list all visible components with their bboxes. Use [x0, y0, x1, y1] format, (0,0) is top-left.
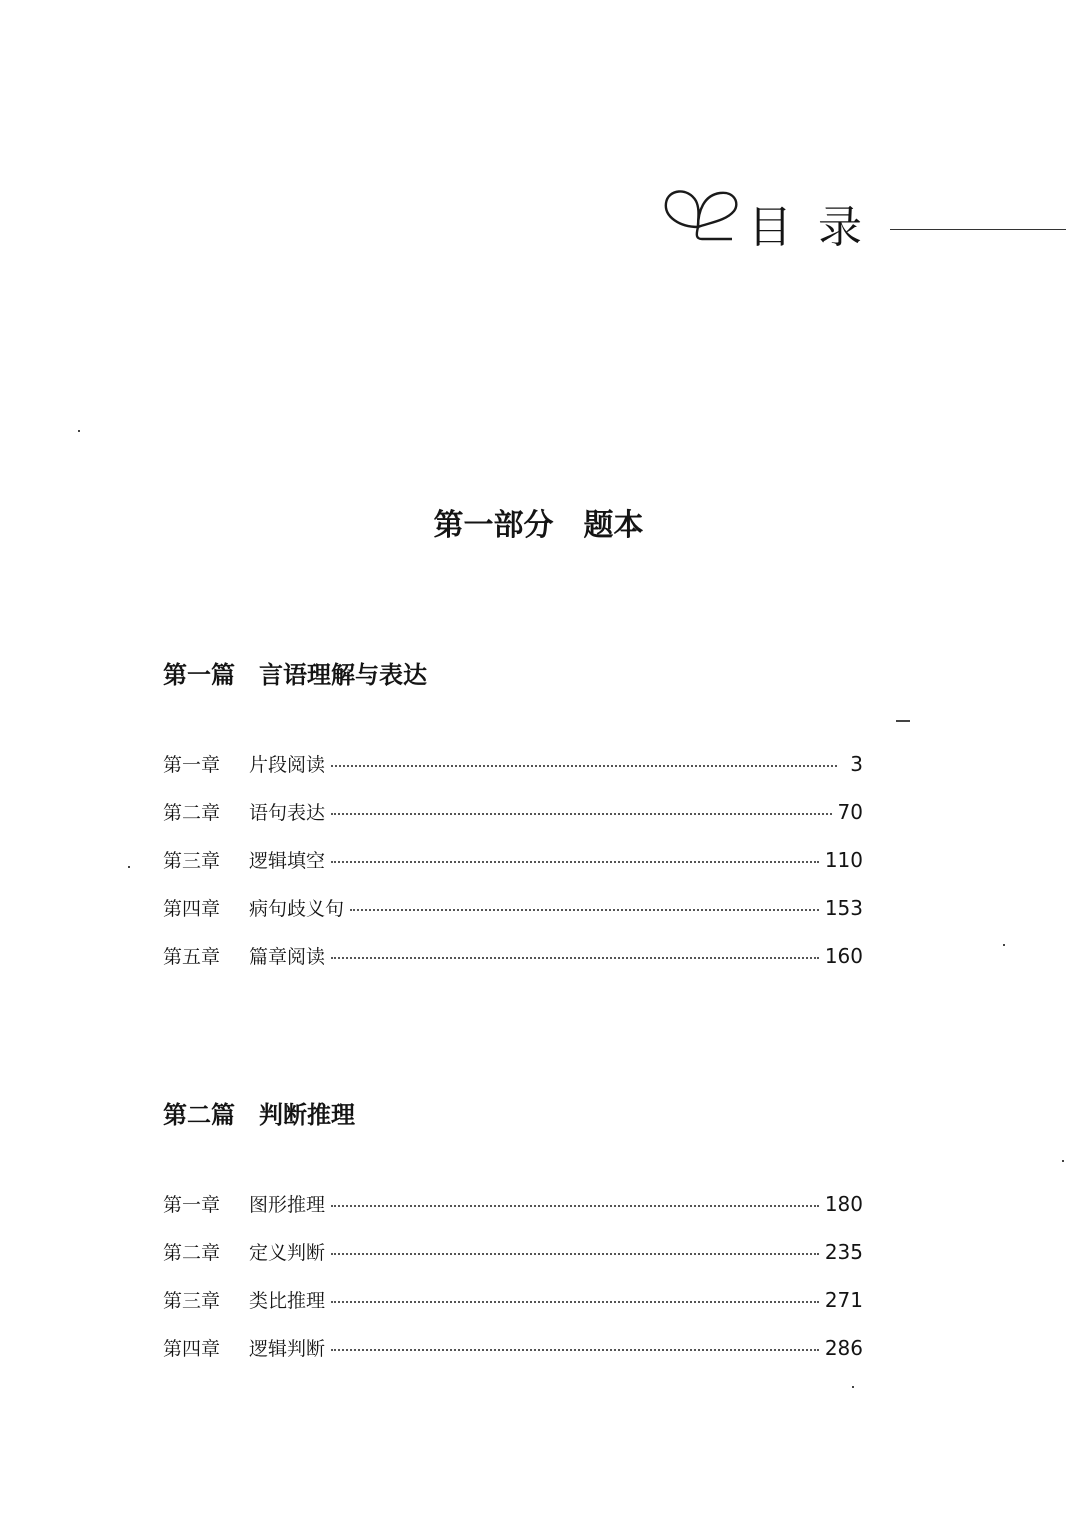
- scan-speck: [896, 720, 910, 722]
- toc-list: [163, 750, 863, 990]
- toc-chapter-number: 第一章: [163, 754, 221, 776]
- dot-leader: [331, 1349, 819, 1351]
- toc-row: [163, 798, 863, 846]
- section-verbal: [163, 655, 863, 990]
- section-title: 第二篇 判断推理: [163, 1101, 355, 1129]
- dot-leader: [331, 957, 819, 959]
- toc-page-number: 153: [824, 896, 863, 920]
- toc-page-number: 271: [824, 1288, 863, 1312]
- toc-chapter-name: 图形推理: [249, 1194, 326, 1216]
- toc-row: [163, 1238, 863, 1286]
- scan-speck: [1003, 944, 1005, 946]
- dot-leader: [331, 1253, 819, 1255]
- toc-row: [163, 894, 863, 942]
- toc-row: [163, 942, 863, 990]
- toc-page-number: 70: [837, 800, 863, 824]
- toc-chapter-number: 第五章: [163, 946, 221, 968]
- scan-speck: [1062, 1160, 1064, 1162]
- toc-chapter-number: 第二章: [163, 802, 221, 824]
- toc-chapter-number: 第三章: [163, 850, 221, 872]
- section-reasoning: [163, 1095, 863, 1382]
- toc-row: [163, 1334, 863, 1382]
- toc-row: [163, 1286, 863, 1334]
- part-title: 第一部分 题本: [433, 508, 644, 543]
- scan-speck: [128, 866, 130, 868]
- toc-page-number: 110: [824, 848, 863, 872]
- toc-row: [163, 1190, 863, 1238]
- toc-chapter-name: 逻辑判断: [249, 1338, 326, 1360]
- toc-chapter-number: 第二章: [163, 1242, 221, 1264]
- dot-leader: [331, 813, 832, 815]
- toc-chapter-name: 语句表达: [249, 802, 326, 824]
- title-rule: [890, 229, 1066, 230]
- dot-leader: [350, 909, 819, 911]
- toc-row: [163, 750, 863, 798]
- toc-chapter-number: 第一章: [163, 1194, 221, 1216]
- toc-chapter-number: 第四章: [163, 898, 221, 920]
- page-title: 目录: [748, 202, 888, 253]
- scan-speck: [78, 430, 80, 432]
- scan-speck: [852, 1386, 854, 1388]
- toc-page-number: 160: [824, 944, 863, 968]
- dot-leader: [331, 861, 819, 863]
- toc-page-number: 3: [850, 752, 863, 776]
- toc-chapter-number: 第四章: [163, 1338, 221, 1360]
- toc-page-number: 180: [824, 1192, 863, 1216]
- dot-leader: [331, 765, 837, 767]
- dot-leader: [331, 1301, 819, 1303]
- toc-row: [163, 846, 863, 894]
- toc-chapter-name: 篇章阅读: [249, 946, 326, 968]
- toc-list: [163, 1190, 863, 1382]
- toc-chapter-name: 逻辑填空: [249, 850, 326, 872]
- dot-leader: [331, 1205, 819, 1207]
- toc-page-number: 286: [824, 1336, 863, 1360]
- sprout-icon: [660, 165, 746, 245]
- toc-chapter-name: 定义判断: [249, 1242, 326, 1264]
- toc-page-number: 235: [824, 1240, 863, 1264]
- toc-header: [660, 165, 1070, 255]
- toc-chapter-number: 第三章: [163, 1290, 221, 1312]
- section-title: 第一篇 言语理解与表达: [163, 661, 427, 689]
- toc-chapter-name: 类比推理: [249, 1290, 326, 1312]
- toc-chapter-name: 片段阅读: [249, 754, 326, 776]
- toc-chapter-name: 病句歧义句: [249, 898, 345, 920]
